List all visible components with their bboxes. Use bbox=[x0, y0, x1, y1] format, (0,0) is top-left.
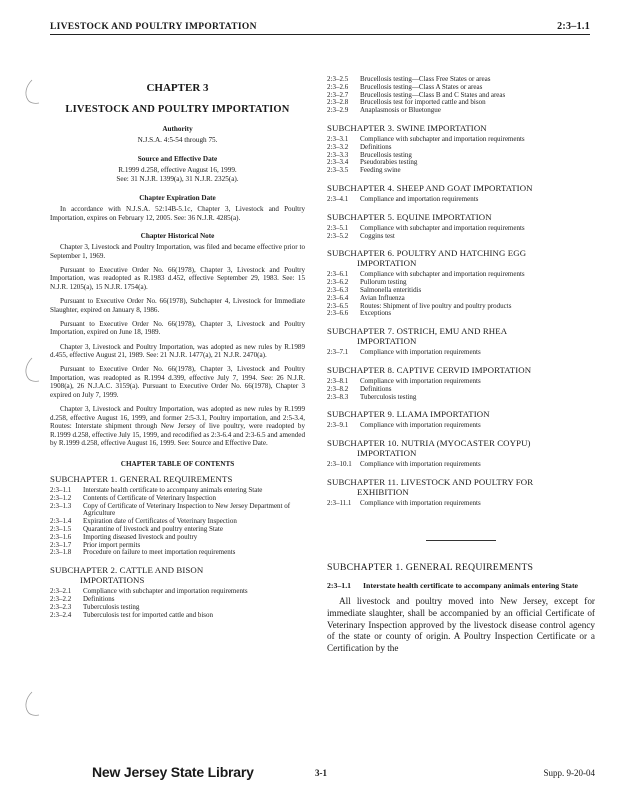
library-stamp: New Jersey State Library bbox=[92, 764, 254, 780]
history-paragraph: Pursuant to Executive Order No. 66(1978), Chapter 3, Livestock and Poultry Importation, expired on June 18, 1989. bbox=[50, 319, 305, 337]
toc-entry-number: 2:3–3.1 bbox=[327, 134, 349, 143]
toc-entry-number: 2:3–2.5 bbox=[327, 75, 349, 83]
toc-entry-number: 2:3–1.1 bbox=[50, 486, 72, 495]
toc-entry-number: 2:3–2.3 bbox=[50, 602, 72, 611]
toc-entry-title: Prior import permits bbox=[83, 540, 141, 549]
history-paragraph: Pursuant to Executive Order No. 66(1978), Chapter 3, Livestock and Poultry Importation, was readopted as R.1994 d.399, effective July 7, 1994. See: 26 N.J.R. 1908(a), 26 N.J.A.C. 3159(a). Pursuant to Executive Order No. 66(1978), Chapter 3 expired on July 7, 1999. bbox=[50, 365, 305, 399]
toc-entry bbox=[327, 167, 595, 175]
section-number: 2:3–1.1 bbox=[327, 580, 352, 590]
section-divider bbox=[426, 540, 496, 541]
toc-subchapter-8: SUBCHAPTER 8. CAPTIVE CERVID IMPORTATION bbox=[327, 364, 532, 375]
toc-entry-number: 2:3–1.3 bbox=[50, 501, 72, 510]
toc-entry-title: Feeding swine bbox=[360, 166, 401, 175]
toc-subchapter-11 bbox=[327, 477, 595, 497]
toc-entry bbox=[327, 394, 595, 402]
toc-entry-title: Definitions bbox=[360, 384, 392, 393]
toc-entry-title: Routes: Shipment of live poultry and poultry products bbox=[360, 301, 512, 310]
toc-subchapter-1: SUBCHAPTER 1. GENERAL REQUIREMENTS bbox=[50, 474, 233, 485]
toc-entry-title: Compliance with subchapter and importation requirements bbox=[360, 270, 525, 279]
toc-entry bbox=[327, 500, 595, 508]
toc-entry-number: 2:3–3.3 bbox=[327, 150, 349, 159]
toc-entry bbox=[327, 422, 595, 430]
toc-entry-number: 2:3–2.8 bbox=[327, 98, 349, 107]
toc-entry-title: Pseudorabies testing bbox=[360, 158, 418, 167]
toc-entry-title: Copy of Certificate of Veterinary Inspection to New Jersey Department of Agriculture bbox=[83, 501, 291, 518]
toc-entry-number: 2:3–6.3 bbox=[327, 285, 349, 294]
toc-entry-title: Compliance and importation requirements bbox=[360, 194, 479, 203]
source-line-1: R.1999 d.258, effective August 16, 1999. bbox=[118, 166, 237, 174]
toc-subchapter-6-line-1: SUBCHAPTER 6. POULTRY AND HATCHING EGG bbox=[327, 248, 527, 259]
toc-entry-number: 2:3–7.1 bbox=[327, 348, 349, 357]
toc-entry-title: Pullorum testing bbox=[360, 278, 407, 287]
toc-entry-number: 2:3–1.8 bbox=[50, 548, 72, 557]
toc-entry-title: Contents of Certificate of Veterinary Inspection bbox=[83, 493, 217, 502]
toc-entry-title: Compliance with importation requirements bbox=[360, 348, 481, 357]
toc-entry-number: 2:3–3.2 bbox=[327, 142, 349, 151]
page-number: 3-1 bbox=[315, 768, 327, 778]
toc-entry-number: 2:3–2.2 bbox=[50, 595, 72, 604]
toc-entry-number: 2:3–8.3 bbox=[327, 392, 349, 401]
toc-entry-number: 2:3–2.7 bbox=[327, 90, 349, 99]
toc-entry-number: 2:3–10.1 bbox=[327, 460, 352, 469]
toc-entry-title: Brucellosis testing—Class Free States or areas bbox=[360, 75, 491, 83]
toc-entry-title: Avian Influenza bbox=[360, 293, 405, 302]
toc-subchapter-10-line-2: IMPORTATION bbox=[357, 448, 417, 459]
toc-entry-number: 2:3–1.5 bbox=[50, 525, 72, 534]
toc-entry-title: Salmonella enteritidis bbox=[360, 285, 422, 294]
page-footer bbox=[50, 764, 595, 784]
toc-entry-title: Compliance with subchapter and importation requirements bbox=[360, 134, 525, 143]
toc-heading: CHAPTER TABLE OF CONTENTS bbox=[120, 460, 235, 469]
chapter-title: LIVESTOCK AND POULTRY IMPORTATION bbox=[65, 104, 290, 115]
toc-entry-title: Brucellosis testing bbox=[360, 150, 412, 159]
toc-subchapter-10 bbox=[327, 438, 595, 458]
expiration-text: In accordance with N.J.S.A. 52:14B-5.1c, Chapter 3, Livestock and Poultry Importation, expires on February 12, 2005. See: 36 N.J.R. 4285(a). bbox=[50, 205, 305, 222]
toc-subchapter-6-entries bbox=[327, 271, 595, 318]
toc-subchapter-2-entries bbox=[50, 588, 305, 619]
toc-subchapter-1-entries bbox=[50, 487, 305, 557]
toc-entry-title: Compliance with subchapter and importation requirements bbox=[360, 223, 525, 232]
toc-subchapter-3-entries bbox=[327, 136, 595, 175]
toc-entry-title: Coggins test bbox=[360, 231, 395, 240]
toc-entry-number: 2:3–5.2 bbox=[327, 231, 349, 240]
header-title: LIVESTOCK AND POULTRY IMPORTATION bbox=[50, 22, 257, 32]
toc-entry-title: Brucellosis testing—Class A States or areas bbox=[360, 82, 483, 91]
history-paragraph: Chapter 3, Livestock and Poultry Importation, was adopted as new rules by R.1999 d.258, effective August 16, 1999, and former 2:5-3.1, Poultry importation, and 2:5-3.4, Routes: Interstate shipment through New Jersey of live poultry, were readopted by R.1999 d.258, effective July 15, 1999, and recodified as 2:3-6.4 and 2:3-6.5 and amended by R.1999 d.258, effective August 16, 1999. See: Source and Effective Date. bbox=[50, 405, 305, 448]
toc-entry-number: 2:3–6.6 bbox=[327, 309, 349, 318]
toc-subchapter-5: SUBCHAPTER 5. EQUINE IMPORTATION bbox=[327, 211, 492, 222]
toc-entry-title: Brucellosis test for imported cattle and bison bbox=[360, 98, 486, 107]
toc-entry-number: 2:3–6.1 bbox=[327, 270, 349, 279]
toc-subchapter-9: SUBCHAPTER 9. LLAMA IMPORTATION bbox=[327, 409, 490, 420]
toc-subchapter-10-line-1: SUBCHAPTER 10. NUTRIA (MYOCASTER COYPU) bbox=[327, 438, 531, 449]
right-column bbox=[327, 76, 595, 654]
toc-subchapter-7 bbox=[327, 326, 595, 346]
toc-entry-number: 2:3–3.5 bbox=[327, 166, 349, 175]
toc-entry bbox=[327, 196, 595, 204]
toc-entry-number: 2:3–3.4 bbox=[327, 158, 349, 167]
left-column bbox=[50, 72, 305, 619]
toc-entry-number: 2:3–6.2 bbox=[327, 278, 349, 287]
toc-entry bbox=[50, 549, 305, 557]
binder-mark-top bbox=[20, 78, 42, 106]
toc-entry-number: 2:3–8.1 bbox=[327, 376, 349, 385]
binder-mark-bottom bbox=[20, 690, 42, 718]
toc-entry-title: Compliance with importation requirements bbox=[360, 460, 481, 469]
toc-entry-title: Compliance with importation requirements bbox=[360, 498, 481, 507]
toc-entry-number: 2:3–1.6 bbox=[50, 532, 72, 541]
toc-subchapter-2-line-2: IMPORTATIONS bbox=[80, 575, 145, 586]
toc-entry-title: Definitions bbox=[360, 142, 392, 151]
toc-entry-title: Tuberculosis testing bbox=[360, 392, 417, 401]
toc-subchapter-2-continued bbox=[327, 76, 595, 115]
header-section: 2:3–1.1 bbox=[557, 21, 590, 32]
toc-entry-number: 2:3–6.5 bbox=[327, 301, 349, 310]
toc-subchapter-4: SUBCHAPTER 4. SHEEP AND GOAT IMPORTATION bbox=[327, 182, 533, 193]
toc-subchapter-3: SUBCHAPTER 3. SWINE IMPORTATION bbox=[327, 122, 487, 133]
body-subchapter-heading: SUBCHAPTER 1. GENERAL REQUIREMENTS bbox=[327, 561, 534, 573]
history-paragraph: Chapter 3, Livestock and Poultry Importation, was filed and became effective prior to September 1, 1969. bbox=[50, 243, 305, 260]
supplement-date: Supp. 9-20-04 bbox=[543, 768, 595, 778]
toc-entry bbox=[327, 349, 595, 357]
toc-entry-title: Anaplasmosis or Bluetongue bbox=[360, 106, 441, 115]
toc-entry-title: Compliance with subchapter and importation requirements bbox=[83, 587, 248, 596]
expiration-heading: Chapter Expiration Date bbox=[139, 194, 216, 202]
toc-entry-number: 2:3–1.4 bbox=[50, 517, 72, 526]
source-line-2: See: 31 N.J.R. 1399(a), 31 N.J.R. 2325(a). bbox=[116, 175, 239, 183]
toc-entry-title: Compliance with importation requirements bbox=[360, 421, 481, 430]
section-body-text: All livestock and poultry moved into New Jersey, except for immediate slaughter, shall be accompanied by an official Certificate of Veterinary Inspection approved by the livestock disease control agency of the state or county of origin. A Poultry Inspection Certificate or a Certification by the bbox=[327, 596, 595, 653]
toc-entry-title: Procedure on failure to meet importation requirements bbox=[83, 548, 236, 557]
toc-entry-number: 2:3–4.1 bbox=[327, 194, 349, 203]
toc-subchapter-6 bbox=[327, 248, 595, 268]
toc-entry-number: 2:3–2.4 bbox=[50, 610, 72, 619]
section-title: Interstate health certificate to accompany animals entering State bbox=[363, 580, 579, 590]
toc-subchapter-7-line-1: SUBCHAPTER 7. OSTRICH, EMU AND RHEA bbox=[327, 326, 508, 337]
toc-subchapter-7-line-2: IMPORTATION bbox=[357, 336, 417, 347]
running-header bbox=[50, 18, 590, 35]
history-paragraph: Pursuant to Executive Order No. 66(1978), Chapter 3, Livestock and Poultry Importation, was readopted as R.1983 d.452, effective September 29, 1983. See: 15 N.J.R. 1205(a), 15 N.J.R. 1754(a). bbox=[50, 265, 305, 292]
toc-entry-title: Exceptions bbox=[360, 309, 392, 318]
toc-entry-number: 2:3–9.1 bbox=[327, 421, 349, 430]
toc-entry-number: 2:3–2.6 bbox=[327, 82, 349, 91]
toc-entry-number: 2:3–2.1 bbox=[50, 587, 72, 596]
toc-entry-number: 2:3–11.1 bbox=[327, 498, 352, 507]
chapter-number: CHAPTER 3 bbox=[146, 82, 209, 94]
toc-entry bbox=[50, 503, 305, 519]
section-heading bbox=[327, 581, 595, 591]
toc-entry bbox=[50, 612, 305, 620]
toc-entry-title: Importing diseased livestock and poultry bbox=[83, 532, 198, 541]
toc-entry-title: Tuberculosis testing bbox=[83, 602, 140, 611]
toc-entry-title: Definitions bbox=[83, 595, 115, 604]
history-paragraph: Pursuant to Executive Order No. 66(1978), Subchapter 4, Livestock for Immediate Slaughter, expired on January 8, 1986. bbox=[50, 297, 305, 314]
toc-entry-title: Compliance with importation requirements bbox=[360, 376, 481, 385]
toc-entry-title: Interstate health certificate to accompany animals entering State bbox=[83, 486, 263, 495]
binder-mark-middle bbox=[20, 356, 42, 384]
toc-entry-title: Brucellosis testing—Class B and C States and areas bbox=[360, 90, 506, 99]
toc-entry-number: 2:3–6.4 bbox=[327, 293, 349, 302]
toc-subchapter-2 bbox=[50, 565, 305, 585]
toc-entry bbox=[327, 461, 595, 469]
authority-heading: Authority bbox=[162, 125, 193, 133]
source-heading: Source and Effective Date bbox=[137, 155, 218, 163]
authority-text: N.J.S.A. 4:5-54 through 75. bbox=[137, 136, 218, 144]
toc-subchapter-11-line-2: EXHIBITION bbox=[357, 486, 409, 497]
toc-entry-number: 2:3–1.7 bbox=[50, 540, 72, 549]
toc-entry-title: Quarantine of livestock and poultry entering State bbox=[83, 525, 223, 534]
history-heading: Chapter Historical Note bbox=[140, 232, 215, 241]
toc-entry bbox=[327, 310, 595, 318]
toc-entry-number: 2:3–1.2 bbox=[50, 493, 72, 502]
toc-subchapter-11-line-1: SUBCHAPTER 11. LIVESTOCK AND POULTRY FOR bbox=[327, 476, 534, 487]
toc-subchapter-6-line-2: IMPORTATION bbox=[357, 258, 417, 269]
toc-subchapter-2-line-1: SUBCHAPTER 2. CATTLE AND BISON bbox=[50, 565, 204, 576]
toc-entry-title: Expiration date of Certificates of Veterinary Inspection bbox=[83, 517, 237, 526]
toc-entry-number: 2:3–5.1 bbox=[327, 223, 349, 232]
toc-entry bbox=[327, 233, 595, 241]
toc-entry-number: 2:3–2.9 bbox=[327, 106, 349, 115]
toc-entry-title: Tuberculosis test for imported cattle and bison bbox=[83, 610, 213, 619]
history-paragraph: Chapter 3, Livestock and Poultry Importation, was adopted as new rules by R.1989 d.455, effective August 21, 1989. See: 21 N.J.R. 1477(a), 21 N.J.R. 2470(a). bbox=[50, 342, 305, 360]
toc-entry bbox=[327, 107, 595, 115]
toc-entry-number: 2:3–8.2 bbox=[327, 384, 349, 393]
